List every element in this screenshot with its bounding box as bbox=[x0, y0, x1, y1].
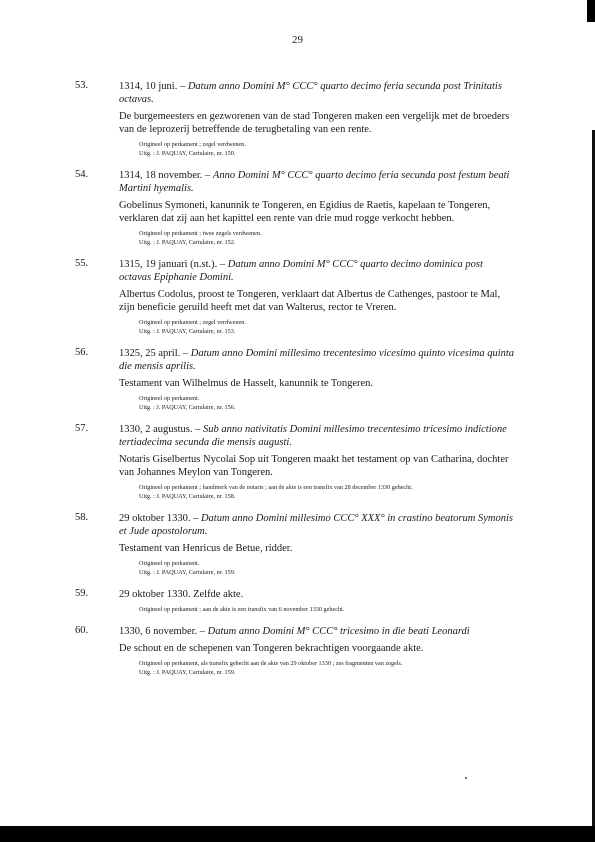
entry-date: 29 oktober 1330. Zelfde akte. bbox=[119, 589, 244, 600]
entry-note: Uitg. : J. PAQUAY, Cartulaire, nr. 159. bbox=[139, 569, 236, 576]
page-number: 29 bbox=[292, 34, 303, 46]
entry-list bbox=[75, 80, 516, 688]
entry-latin-dating: Datum anno Domini M° CCC° tricesimo in die beati Leonardi bbox=[207, 626, 470, 637]
entry-56 bbox=[75, 347, 516, 412]
entry-heading bbox=[119, 258, 516, 284]
entry-heading bbox=[119, 423, 516, 449]
entry-54 bbox=[75, 169, 516, 247]
speck bbox=[465, 777, 467, 779]
entry-summary: De burgemeesters en gezworenen van de stad Tongeren maken een vergelijk met de broeders van de leprozerij betreffende de terugbetaling van een rente. bbox=[119, 111, 510, 135]
entry-note: Uitg. : J. PAQUAY, Cartulaire, nr. 152. bbox=[139, 239, 236, 246]
entry-note: Uitg. : J. PAQUAY, Cartulaire, nr. 158. bbox=[139, 493, 236, 500]
entry-summary: Testament van Wilhelmus de Hasselt, kanunnik te Tongeren. bbox=[119, 378, 374, 389]
entry-heading bbox=[119, 588, 516, 601]
entry-53 bbox=[75, 80, 516, 158]
entry-note: Origineel op perkament ; zegel verdwenen. bbox=[139, 319, 246, 326]
entry-number: 59. bbox=[75, 588, 89, 599]
entry-note: Origineel op perkament. bbox=[139, 560, 200, 567]
entry-date: 1330, 6 november. – bbox=[119, 626, 206, 637]
entry-number: 53. bbox=[75, 80, 89, 91]
entry-latin-dating: Anno Domini M° CCC° quarto decimo feria secunda post festum beati Martini hyemalis. bbox=[119, 170, 510, 194]
entry-date: 29 oktober 1330. – bbox=[119, 513, 199, 524]
entry-number: 54. bbox=[75, 169, 89, 180]
scan-edge-bottom bbox=[0, 826, 595, 842]
entry-number: 56. bbox=[75, 347, 89, 358]
entry-heading bbox=[119, 512, 516, 538]
entry-note: Uitg. : J. PAQUAY, Cartulaire, nr. 159. bbox=[139, 669, 236, 676]
scan-edge-top-right bbox=[587, 0, 595, 22]
entry-latin-dating: Sub anno nativitatis Domini millesimo trecentesimo tricesimo indictione tertiadecima secunda die mensis augusti. bbox=[119, 424, 507, 448]
entry-note: Origineel op perkament ; aan de akte is een transfix van 6 november 1330 gehecht. bbox=[139, 606, 345, 613]
entry-date: 1330, 2 augustus. – bbox=[119, 424, 201, 435]
entry-number: 58. bbox=[75, 512, 89, 523]
entry-57 bbox=[75, 423, 516, 501]
entry-heading bbox=[119, 625, 516, 638]
entry-58 bbox=[75, 512, 516, 577]
entry-date: 1325, 25 april. – bbox=[119, 348, 189, 359]
entry-heading bbox=[119, 80, 516, 106]
entry-summary: Gobelinus Symoneti, kanunnik te Tongeren, en Egidius de Raetis, kapelaan te Tongeren, verklaren dat zij aan het kapittel een rente van drie mud rogge verkocht hebben. bbox=[119, 200, 491, 224]
entry-date: 1315, 19 januari (n.st.). – bbox=[119, 259, 226, 270]
entry-summary: Notaris Giselbertus Nycolai Sop uit Tongeren maakt het testament op van Catharina, dochter van Johannes Meylon van Tongeren. bbox=[119, 454, 509, 478]
entry-date: 1314, 10 juni. – bbox=[119, 81, 186, 92]
entry-note: Origineel op perkament ; handmerk van de notaris ; aan de akte is een transfix van 28 december 1330 gehecht. bbox=[139, 484, 413, 491]
entry-summary: De schout en de schepenen van Tongeren bekrachtigen voorgaande akte. bbox=[119, 643, 424, 654]
entry-latin-dating: Datum anno Domini M° CCC° quarto decimo feria secunda post Trinitatis octavas. bbox=[119, 81, 502, 105]
entry-note: Origineel op perkament. bbox=[139, 395, 200, 402]
entry-latin-dating: Datum anno Domini millesimo CCC° XXX° in crastino beatorum Symonis et Jude apostolorum. bbox=[119, 513, 513, 537]
entry-number: 60. bbox=[75, 625, 89, 636]
entry-summary: Testament van Henricus de Betue, ridder. bbox=[119, 543, 293, 554]
entry-note: Uitg. : J. PAQUAY, Cartulaire, nr. 153. bbox=[139, 328, 236, 335]
entry-latin-dating: Datum anno Domini M° CCC° quarto decimo dominica post octavas Epiphanie Domini. bbox=[119, 259, 483, 283]
entry-note: Uitg. : J. PAQUAY, Cartulaire, nr. 156. bbox=[139, 404, 236, 411]
entry-note: Origineel op perkament ; twee zegels verdwenen. bbox=[139, 230, 262, 237]
entry-number: 57. bbox=[75, 423, 89, 434]
entry-latin-dating: Datum anno Domini millesimo trecentesimo vicesimo quinto vicesima quinta die mensis aprilis. bbox=[119, 348, 515, 372]
entry-number: 55. bbox=[75, 258, 89, 269]
entry-59 bbox=[75, 588, 516, 614]
entry-heading bbox=[119, 169, 516, 195]
entry-note: Origineel op perkament ; zegel verdwenen. bbox=[139, 141, 246, 148]
entry-note: Uitg. : J. PAQUAY, Cartulaire, nr. 150. bbox=[139, 150, 236, 157]
entry-55 bbox=[75, 258, 516, 336]
entry-heading bbox=[119, 347, 516, 373]
entry-date: 1314, 18 november. – bbox=[119, 170, 211, 181]
entry-summary: Albertus Codolus, proost te Tongeren, verklaart dat Albertus de Cathenges, pastoor te Mal, zijn beneficie geruild heeft met dat van Walterus, rector te Vreren. bbox=[119, 289, 501, 313]
entry-60 bbox=[75, 625, 516, 677]
entry-note: Origineel op perkament, als transfix gehecht aan de akte van 29 oktober 1330 ; zes fragmenten van zegels. bbox=[139, 660, 403, 667]
